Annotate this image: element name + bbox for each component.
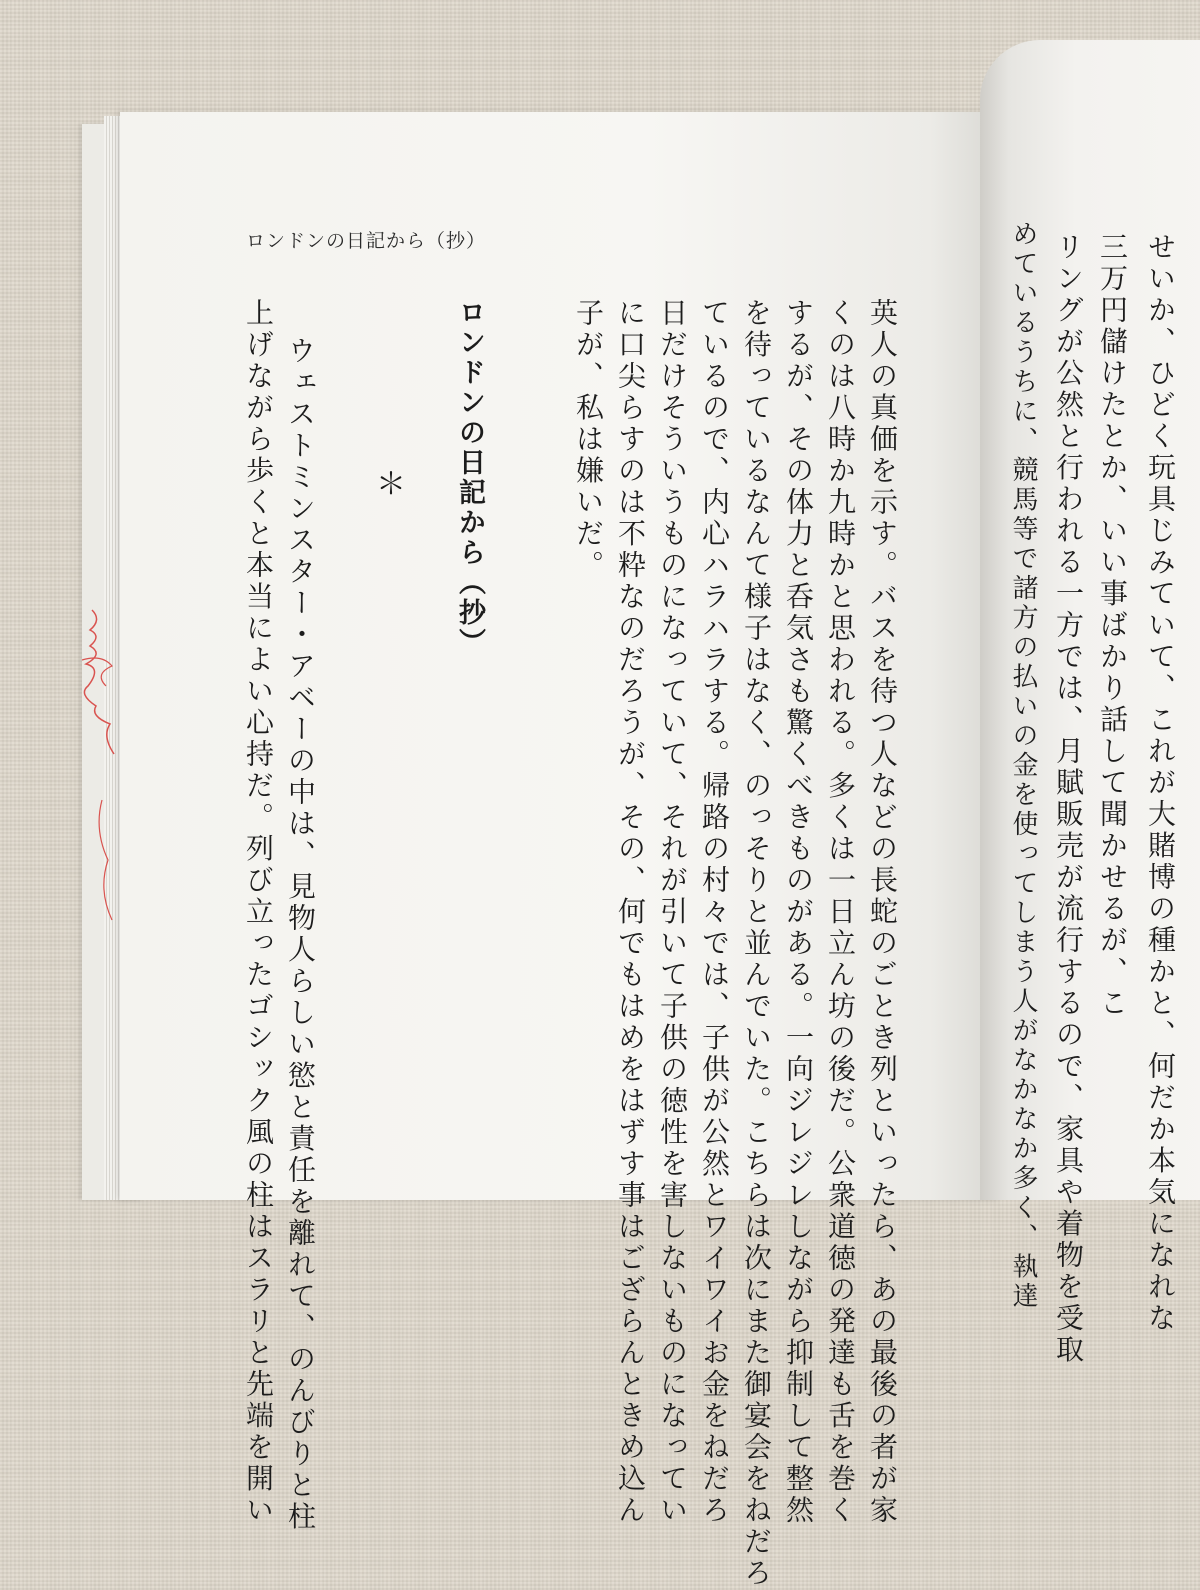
left-line-7: に口尖らすのは不粋なのだろうが、その、何でもはめをはずす事はござらんときめ込ん xyxy=(614,298,647,1527)
chapter-line-1: ウェストミンスター・アベーの中は、見物人らしい慾と責任を離れて、のんびりと柱 xyxy=(284,336,317,1533)
chapter-title: ロンドンの日記から（抄） xyxy=(454,298,485,658)
left-line-3: するが、その体力と呑気さも驚くべきものがある。一向ジレジレしながら抑制して整然 xyxy=(782,298,815,1527)
right-line-4: めているうちに、競馬等で諸方の払いの金を使ってしまう人がなかなか多く、執達 xyxy=(1008,220,1038,1312)
left-line-8: 子が、私は嫌いだ。 xyxy=(572,298,605,582)
left-line-2: くのは八時か九時かと思われる。多くは一日立ん坊の後だ。公衆道徳の発達も舌を巻く xyxy=(824,298,857,1527)
left-line-6: 日だけそういうものになっていて、それが引いて子供の徳性を害しないものになってい xyxy=(656,298,689,1527)
right-line-1: せいか、ひどく玩具じみていて、これが大賭博の種かと、何だか本気になれな xyxy=(1144,232,1177,1335)
right-line-2: 三万円儲けたとか、いい事ばかり話して聞かせるが、こ xyxy=(1096,232,1129,1020)
section-asterisk: ＊ xyxy=(370,468,405,498)
left-line-4: を待っているなんて様子はなく、のっそりと並んでいた。こちらは次にまた御宴会をねだろ xyxy=(740,298,773,1590)
right-line-3: リングが公然と行われる一方では、月賦販売が流行するので、家具や着物を受取 xyxy=(1052,232,1085,1366)
left-line-5: ているので、内心ハラハラする。帰路の村々では、子供が公然とワイワイお金をねだろ xyxy=(698,298,731,1527)
left-line-1: 英人の真価を示す。バスを待つ人などの長蛇のごとき列といったら、あの最後の者が家 xyxy=(866,298,899,1527)
red-sketch-mark xyxy=(72,600,122,980)
running-head: ロンドンの日記から（抄） xyxy=(246,230,487,252)
chapter-line-2: 上げながら歩くと本当によい心持だ。列び立ったゴシック風の柱はスラリと先端を開い xyxy=(242,298,275,1527)
